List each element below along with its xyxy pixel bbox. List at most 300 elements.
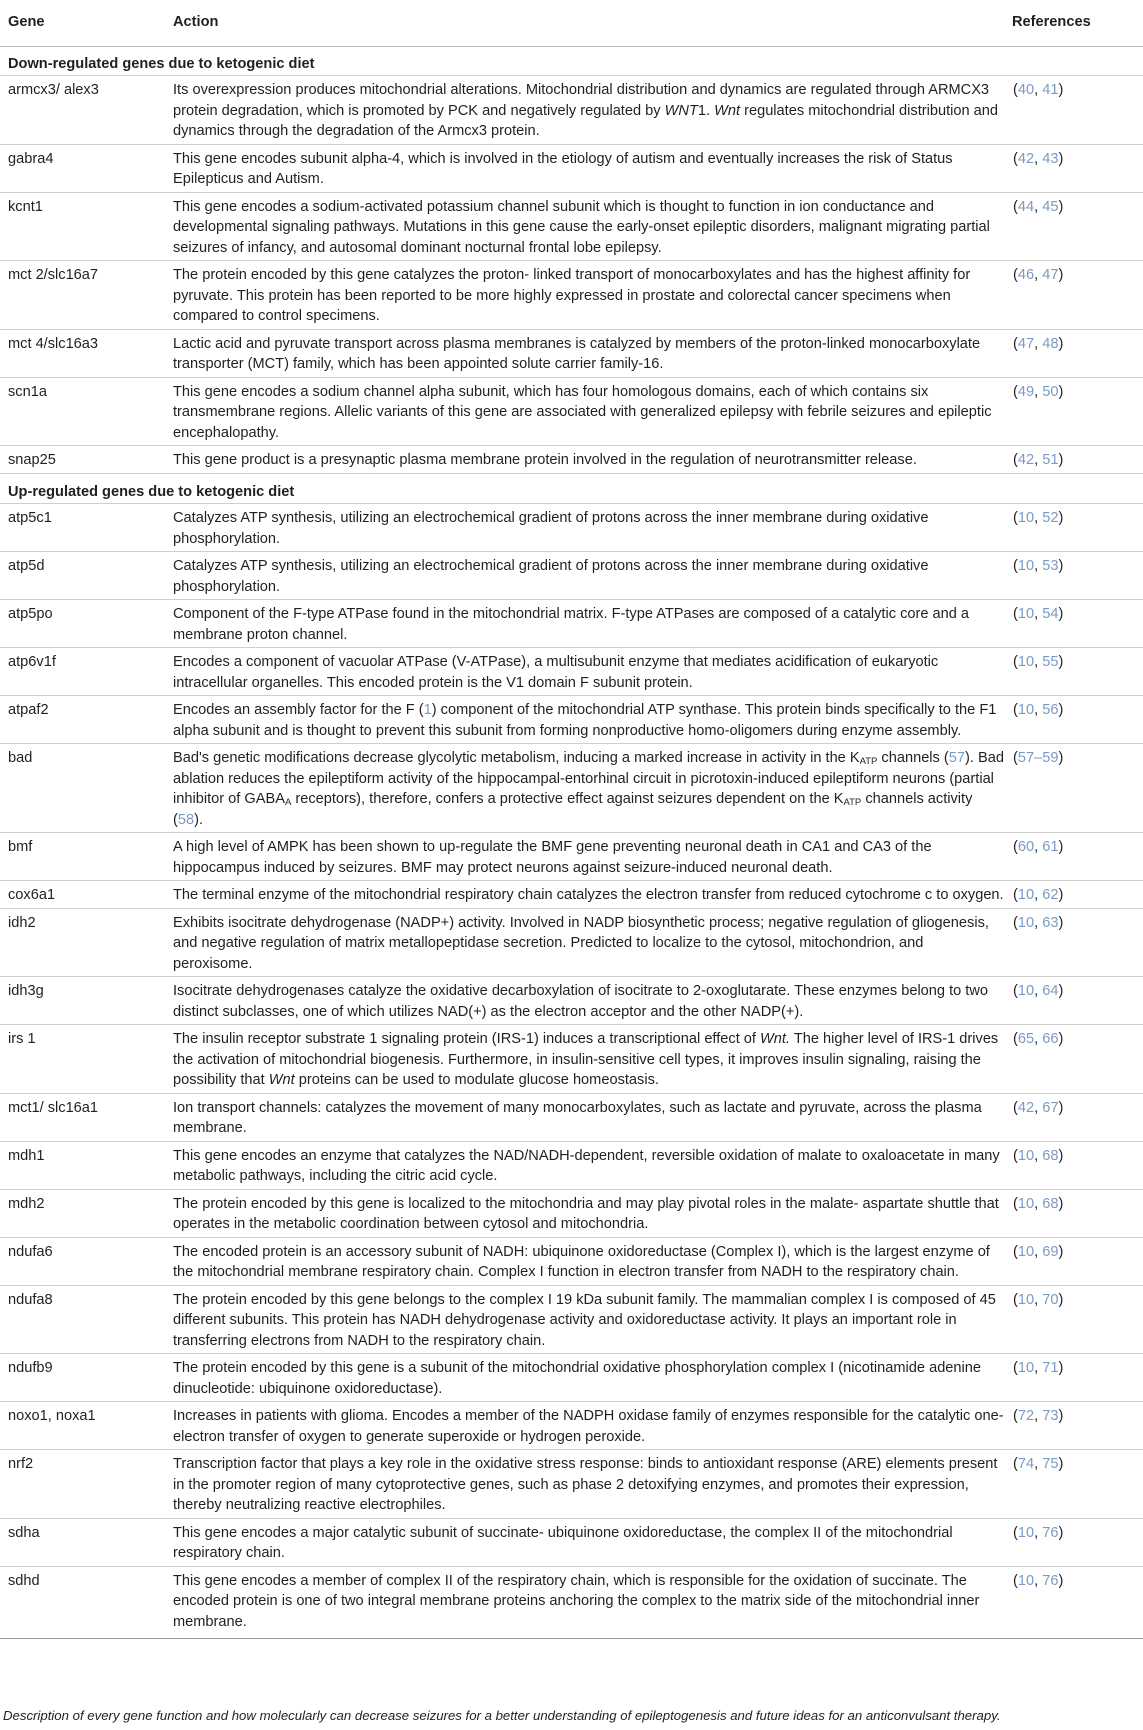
gene-cell: idh2	[0, 908, 173, 977]
table-caption: Description of every gene function and how molecularly can decrease seizures for a better understanding of epileptogenesis and future ideas for an anticonvulsant therapy.	[3, 1708, 1001, 1723]
reference-link[interactable]: 47	[1017, 335, 1035, 352]
reference-link[interactable]: 10	[1017, 654, 1035, 670]
text-run: )	[1058, 606, 1064, 622]
reference-link[interactable]: 10	[1017, 702, 1035, 718]
text-run: Exhibits isocitrate dehydrogenase (NADP+) activity. Involved in NADP biosynthetic process; negative regulation of gliogenesis, and negative regulation of matrix metallopeptidase secretion. Predicted to localize to the cytosol, mitochondrion, and peroxisome.	[173, 914, 989, 972]
text-run: (	[1013, 1291, 1018, 1308]
references-cell	[1004, 1237, 1143, 1285]
references-cell	[1004, 1566, 1143, 1639]
reference-link[interactable]: 51	[1042, 452, 1059, 468]
reference-link[interactable]: 75	[1042, 1456, 1059, 1472]
italic-text: Wnt	[268, 1072, 295, 1088]
table-row	[0, 744, 1143, 833]
reference-link[interactable]: 66	[1042, 1031, 1059, 1047]
action-cell	[173, 977, 1004, 1025]
text-run: (	[1013, 606, 1018, 622]
reference-link[interactable]: 10	[1017, 1291, 1035, 1308]
gene-cell: atpaf2	[0, 696, 173, 744]
table-row	[0, 833, 1143, 881]
text-run: ,	[1034, 558, 1043, 574]
header-action: Action	[173, 5, 1004, 46]
reference-link[interactable]: 71	[1042, 1360, 1059, 1376]
header-references: References	[1004, 5, 1143, 46]
text-run: (	[1013, 1456, 1018, 1472]
text-run: (	[1013, 335, 1018, 352]
reference-link[interactable]: 57–59	[1017, 750, 1059, 766]
text-run: proteins can be used to modulate glucose homeostasis.	[294, 1072, 659, 1088]
text-run: )	[1058, 510, 1064, 526]
text-run: This gene encodes a sodium channel alpha subunit, which has four homologous domains, each of which contains six transmembrane regions. Allelic variants of this gene are associated with generalized epilepsy with febrile seizures and epileptic encephalopathy.	[173, 383, 992, 441]
references-cell	[1004, 1450, 1143, 1519]
table-header	[0, 5, 1143, 46]
references-cell	[1004, 1141, 1143, 1189]
text-run: ,	[1034, 1408, 1043, 1424]
text-run: ,	[1034, 150, 1043, 167]
reference-link[interactable]: 53	[1042, 558, 1059, 574]
gene-cell: ndufa6	[0, 1237, 173, 1285]
text-run: ,	[1034, 606, 1043, 622]
table-row	[0, 192, 1143, 261]
table-row	[0, 881, 1143, 909]
references-cell	[1004, 600, 1143, 648]
gene-cell: atp5d	[0, 552, 173, 600]
text-run: ,	[1034, 1147, 1043, 1164]
text-run: (	[1013, 914, 1018, 931]
text-run: Catalyzes ATP synthesis, utilizing an electrochemical gradient of protons across the inner membrane during oxidative phosphorylation.	[173, 558, 929, 595]
reference-link[interactable]: 73	[1042, 1408, 1059, 1424]
action-cell	[173, 446, 1004, 474]
text-run: )	[1058, 1360, 1064, 1376]
references-cell	[1004, 446, 1143, 474]
reference-link[interactable]: 10	[1017, 914, 1035, 931]
italic-text: Wnt	[714, 102, 741, 119]
text-run: )	[1058, 558, 1064, 574]
text-run: receptors), therefore, confers a protective effect against seizures dependent on the K	[291, 791, 844, 807]
text-run: ,	[1034, 702, 1043, 718]
reference-link[interactable]: 68	[1042, 1195, 1059, 1212]
text-run: ,	[1034, 1360, 1043, 1376]
table-row	[0, 446, 1143, 474]
gene-cell: ndufa8	[0, 1285, 173, 1354]
text-run: )	[1058, 1524, 1064, 1541]
text-run: The protein encoded by this gene belongs to the complex I 19 kDa subunit family. The mammalian complex I is composed of 45 different subunits. This protein has NADH dehydrogenase activity and oxidoreductase activity. It plays an important role in transferring electrons from NADH to the respiratory chain.	[173, 1291, 996, 1349]
text-run: )	[1058, 1408, 1064, 1424]
gene-cell: ndufb9	[0, 1354, 173, 1402]
text-run: A high level of AMPK has been shown to up-regulate the BMF gene preventing neuronal death in CA1 and CA3 of the hippocampus induced by seizures. BMF may protect neurons against seizure-induced neuronal death.	[173, 839, 932, 876]
reference-link[interactable]: 10	[1017, 606, 1035, 622]
text-run: ,	[1034, 1572, 1043, 1589]
gene-cell: mdh2	[0, 1189, 173, 1237]
action-cell	[173, 744, 1004, 833]
action-cell	[173, 1285, 1004, 1354]
text-run: )	[1058, 1099, 1064, 1116]
gene-cell: irs 1	[0, 1025, 173, 1094]
reference-link[interactable]: 40	[1017, 82, 1035, 98]
action-cell	[173, 552, 1004, 600]
gene-cell: mct1/ slc16a1	[0, 1093, 173, 1141]
text-run: (	[1013, 1408, 1018, 1424]
text-run: )	[1058, 1291, 1064, 1308]
text-run: This gene encodes a sodium-activated potassium channel subunit which is thought to function in ion conductance and developmental signaling pathways. Mutations in this gene cause the early-onset epileptic disorders, malignant migrating partial seizures of infancy, and autosomal dominant nocturnal frontal lobe epilepsy.	[173, 198, 990, 256]
gene-cell: atp5po	[0, 600, 173, 648]
text-run: )	[1058, 1147, 1064, 1164]
text-run: channels activity (	[173, 791, 973, 828]
text-run: )	[1058, 654, 1064, 670]
table-row	[0, 1566, 1143, 1639]
references-cell	[1004, 504, 1143, 552]
reference-link[interactable]: 10	[1017, 510, 1035, 526]
reference-link[interactable]: 64	[1042, 983, 1059, 999]
reference-link[interactable]: 42	[1017, 150, 1035, 167]
text-run: )	[1058, 150, 1064, 167]
text-run: ,	[1034, 452, 1043, 468]
reference-link[interactable]: 50	[1042, 383, 1059, 400]
table-row	[0, 329, 1143, 377]
references-cell	[1004, 1402, 1143, 1450]
text-run: ,	[1034, 510, 1043, 526]
action-cell	[173, 696, 1004, 744]
text-run: Encodes a component of vacuolar ATPase (V-ATPase), a multisubunit enzyme that mediates acidification of eukaryotic intracellular organelles. This encoded protein is the V1 domain F subunit protein.	[173, 654, 939, 691]
text-run: (	[1013, 82, 1018, 98]
text-run: The higher level of IRS-1 drives the activation of mitochondrial biogenesis. Furthermore, in insulin-sensitive cell types, it improves insulin signaling, raising the possibility that	[173, 1031, 999, 1088]
text-run: (	[1013, 510, 1018, 526]
text-run: )	[1058, 1031, 1064, 1047]
text-run: Isocitrate dehydrogenases catalyze the oxidative decarboxylation of isocitrate to 2-oxoglutarate. These enzymes belong to two distinct subclasses, one of which utilizes NAD(+) as the electron acceptor and the other NADP(+).	[173, 983, 989, 1020]
text-run: (	[1013, 887, 1018, 903]
table-row	[0, 1518, 1143, 1566]
text-run: ,	[1034, 1456, 1043, 1472]
table-row	[0, 1189, 1143, 1237]
table-row	[0, 1402, 1143, 1450]
references-cell	[1004, 1025, 1143, 1094]
gene-cell: bmf	[0, 833, 173, 881]
reference-link[interactable]: 58	[177, 811, 195, 828]
action-cell	[173, 377, 1004, 446]
text-run: regulates mitochondrial distribution and dynamics through the degradation of the Armcx3 protein.	[173, 102, 999, 139]
gene-cell: kcnt1	[0, 192, 173, 261]
table-row	[0, 377, 1143, 446]
section-row	[0, 46, 1143, 76]
section-row	[0, 473, 1143, 504]
reference-link[interactable]: 10	[1017, 1524, 1035, 1541]
text-run: )	[1058, 452, 1064, 468]
text-run: ,	[1034, 983, 1043, 999]
table-row	[0, 552, 1143, 600]
text-run: Encodes an assembly factor for the F (	[173, 702, 424, 718]
gene-cell: bad	[0, 744, 173, 833]
text-run: (	[1013, 1360, 1018, 1376]
section-title: Down-regulated genes due to ketogenic diet	[8, 55, 315, 72]
references-cell	[1004, 881, 1143, 909]
text-run: (	[1013, 654, 1018, 670]
reference-link[interactable]: 57	[948, 750, 965, 766]
reference-link[interactable]: 76	[1042, 1524, 1059, 1541]
reference-link[interactable]: 72	[1017, 1408, 1035, 1424]
action-cell	[173, 1025, 1004, 1094]
text-run: ,	[1034, 839, 1043, 855]
gene-cell: cox6a1	[0, 881, 173, 909]
text-run: Lactic acid and pyruvate transport across plasma membranes is catalyzed by members of the proton-linked monocarboxylate transporter (MCT) family, which has been appointed solute carrier family-16.	[173, 335, 981, 372]
text-run: Bad's genetic modifications decrease glycolytic metabolism, inducing a marked increase in activity in the K	[173, 750, 860, 766]
text-run: (	[1013, 558, 1018, 574]
table-row	[0, 1025, 1143, 1094]
text-run: ) component of the mitochondrial ATP synthase. This protein binds specifically to the F1 alpha subunit and is thought to prevent this subunit from forming nonproductive homo-oligomers during enzyme assembly.	[173, 702, 997, 739]
text-run: Increases in patients with glioma. Encodes a member of the NADPH oxidase family of enzymes responsible for the catalytic one-electron transfer of oxygen to generate superoxide or hydrogen peroxide.	[173, 1408, 1004, 1445]
text-run: This gene encodes an enzyme that catalyzes the NAD/NADH-dependent, reversible oxidation of malate to oxaloacetate in many metabolic pathways, including the citric acid cycle.	[173, 1147, 1000, 1184]
text-run: ,	[1034, 1243, 1043, 1260]
text-run: )	[1058, 1243, 1064, 1260]
text-run: The terminal enzyme of the mitochondrial respiratory chain catalyzes the electron transfer from reduced cytochrome c to oxygen.	[173, 887, 1004, 903]
header-row	[0, 5, 1143, 46]
action-cell	[173, 261, 1004, 330]
references-cell	[1004, 192, 1143, 261]
text-run: (	[1013, 839, 1018, 855]
references-cell	[1004, 696, 1143, 744]
reference-link[interactable]: 61	[1042, 839, 1059, 855]
text-run: )	[1058, 1195, 1064, 1212]
reference-link[interactable]: 10	[1017, 1147, 1035, 1164]
text-run: )	[1058, 750, 1064, 766]
table-row	[0, 600, 1143, 648]
gene-cell: atp6v1f	[0, 648, 173, 696]
subscript-text: A	[284, 797, 292, 808]
gene-cell: snap25	[0, 446, 173, 474]
gene-cell: armcx3/ alex3	[0, 76, 173, 145]
references-cell	[1004, 144, 1143, 192]
text-run: (	[1013, 1243, 1018, 1260]
text-run: This gene product is a presynaptic plasma membrane protein involved in the regulation of neurotransmitter release.	[173, 452, 917, 468]
table-row	[0, 1285, 1143, 1354]
text-run: (	[1013, 383, 1018, 400]
action-cell	[173, 1093, 1004, 1141]
text-run: )	[1058, 702, 1064, 718]
reference-link[interactable]: 10	[1017, 1243, 1035, 1260]
text-run: (	[1013, 1031, 1018, 1047]
action-cell	[173, 648, 1004, 696]
text-run: ,	[1034, 82, 1043, 98]
reference-link[interactable]: 10	[1017, 558, 1035, 574]
text-run: The insulin receptor substrate 1 signaling protein (IRS-1) induces a transcriptional effect of	[173, 1031, 761, 1047]
text-run: Component of the F-type ATPase found in the mitochondrial matrix. F-type ATPases are composed of a catalytic core and a membrane proton channel.	[173, 606, 970, 643]
reference-link[interactable]: 49	[1017, 383, 1035, 400]
text-run: ,	[1034, 887, 1043, 903]
table-row	[0, 1237, 1143, 1285]
reference-link[interactable]: 67	[1042, 1099, 1059, 1116]
text-run: (	[1013, 750, 1018, 766]
text-run: )	[1058, 1572, 1064, 1589]
text-run: ,	[1034, 383, 1043, 400]
text-run: Ion transport channels: catalyzes the movement of many monocarboxylates, such as lactate and pyruvate, across the plasma membrane.	[173, 1099, 982, 1136]
table-row	[0, 1450, 1143, 1519]
references-cell	[1004, 1285, 1143, 1354]
text-run: (	[1013, 1147, 1018, 1164]
reference-link[interactable]: 52	[1042, 510, 1059, 526]
text-run: )	[1058, 1456, 1064, 1472]
text-run: (	[1013, 267, 1018, 283]
text-run: )	[1058, 335, 1064, 352]
action-cell	[173, 1354, 1004, 1402]
references-cell	[1004, 908, 1143, 977]
text-run: )	[1058, 82, 1064, 98]
gene-cell: mct 4/slc16a3	[0, 329, 173, 377]
reference-link[interactable]: 10	[1017, 1195, 1035, 1212]
text-run: (	[1013, 150, 1018, 167]
text-run: Its overexpression produces mitochondrial alterations. Mitochondrial distribution and dynamics are regulated through ARMCX3 protein degradation, which is promoted by PCK and negatively regulated by	[173, 82, 990, 119]
action-cell	[173, 329, 1004, 377]
text-run: (	[1013, 702, 1018, 718]
gene-cell: sdha	[0, 1518, 173, 1566]
table-row	[0, 1093, 1143, 1141]
references-cell	[1004, 1189, 1143, 1237]
reference-link[interactable]: 46	[1017, 267, 1035, 283]
reference-link[interactable]: 70	[1042, 1291, 1059, 1308]
text-run: )	[1058, 839, 1064, 855]
text-run: ,	[1034, 335, 1043, 352]
gene-cell: gabra4	[0, 144, 173, 192]
text-run: channels (	[877, 750, 949, 766]
table-row	[0, 144, 1143, 192]
text-run: The encoded protein is an accessory subunit of NADH: ubiquinone oxidoreductase (Complex I), which is the largest enzyme of the mitochondrial membrane respiratory chain. Complex I function in electron transfer from NADH to the respiratory chain.	[173, 1243, 990, 1280]
gene-cell: nrf2	[0, 1450, 173, 1519]
reference-link[interactable]: 42	[1017, 452, 1035, 468]
reference-link[interactable]: 41	[1042, 82, 1059, 98]
text-run: This gene encodes subunit alpha-4, which is involved in the etiology of autism and eventually increases the risk of Status Epilepticus and Autism.	[173, 150, 953, 187]
text-run: This gene encodes a member of complex II of the respiratory chain, which is responsible for the oxidation of succinate. The encoded protein is one of two integral membrane proteins anchoring the complex to the matrix side of the mitochondrial inner membrane.	[173, 1572, 980, 1630]
reference-link[interactable]: 62	[1042, 887, 1059, 903]
text-run: ,	[1034, 1291, 1043, 1308]
reference-link[interactable]: 76	[1042, 1572, 1059, 1589]
text-run: )	[1058, 198, 1064, 215]
reference-link[interactable]: 54	[1042, 606, 1059, 622]
reference-link[interactable]: 42	[1017, 1099, 1035, 1116]
reference-link[interactable]: 10	[1017, 1360, 1035, 1376]
references-cell	[1004, 833, 1143, 881]
references-cell	[1004, 1093, 1143, 1141]
reference-link[interactable]: 43	[1042, 150, 1059, 167]
reference-link[interactable]: 74	[1017, 1456, 1035, 1472]
gene-cell: mct 2/slc16a7	[0, 261, 173, 330]
reference-link[interactable]: 56	[1042, 702, 1059, 718]
text-run: (	[1013, 198, 1018, 215]
reference-link[interactable]: 47	[1042, 267, 1059, 283]
text-run: ,	[1034, 198, 1043, 215]
text-run: (	[1013, 1195, 1018, 1212]
text-run: (	[1013, 983, 1018, 999]
action-cell	[173, 600, 1004, 648]
table-row	[0, 908, 1143, 977]
section-title: Up-regulated genes due to ketogenic diet	[0, 473, 1143, 504]
references-cell	[1004, 552, 1143, 600]
references-cell	[1004, 977, 1143, 1025]
text-run: (	[1013, 452, 1018, 468]
table-row	[0, 76, 1143, 145]
text-run: ,	[1034, 654, 1043, 670]
text-run: )	[1058, 887, 1064, 903]
table-row	[0, 261, 1143, 330]
action-cell	[173, 908, 1004, 977]
table-row	[0, 696, 1143, 744]
action-cell	[173, 833, 1004, 881]
gene-cell: idh3g	[0, 977, 173, 1025]
reference-link[interactable]: 63	[1042, 914, 1059, 931]
gene-cell: sdhd	[0, 1566, 173, 1639]
text-run: The protein encoded by this gene is a subunit of the mitochondrial oxidative phosphorylation complex I (nicotinamide adenine dinucleotide: ubiquinone oxidoreductase).	[173, 1360, 982, 1397]
table-row	[0, 504, 1143, 552]
reference-link[interactable]: 48	[1042, 335, 1059, 352]
reference-link[interactable]: 1	[423, 702, 432, 718]
reference-link[interactable]: 55	[1042, 654, 1059, 670]
text-run: (	[1013, 1524, 1018, 1541]
action-cell	[173, 1237, 1004, 1285]
action-cell	[173, 192, 1004, 261]
text-run: This gene encodes a major catalytic subunit of succinate- ubiquinone oxidoreductase, the complex II of the mitochondrial respiratory chain.	[173, 1524, 953, 1561]
header-gene: Gene	[0, 5, 173, 46]
table-body	[0, 46, 1143, 1639]
gene-cell: atp5c1	[0, 504, 173, 552]
text-run: The protein encoded by this gene is localized to the mitochondria and may play pivotal roles in the malate- aspartate shuttle that operates in the metabolic coordination between cytosol and mitochondria.	[173, 1195, 999, 1232]
action-cell	[173, 76, 1004, 145]
table-row	[0, 1141, 1143, 1189]
text-run: 1.	[697, 102, 715, 119]
references-cell	[1004, 1518, 1143, 1566]
text-run: )	[1058, 983, 1064, 999]
table-row	[0, 977, 1143, 1025]
gene-cell: mdh1	[0, 1141, 173, 1189]
text-run: )	[1058, 267, 1064, 283]
references-cell	[1004, 648, 1143, 696]
action-cell	[173, 1518, 1004, 1566]
references-cell	[1004, 1354, 1143, 1402]
reference-link[interactable]: 68	[1042, 1147, 1059, 1164]
text-run: Catalyzes ATP synthesis, utilizing an electrochemical gradient of protons across the inner membrane during oxidative phosphorylation.	[173, 510, 929, 547]
text-run: ,	[1034, 267, 1043, 283]
references-cell	[1004, 261, 1143, 330]
gene-cell: noxo1, noxa1	[0, 1402, 173, 1450]
references-cell	[1004, 329, 1143, 377]
action-cell	[173, 504, 1004, 552]
text-run: )	[1058, 383, 1064, 400]
reference-link[interactable]: 10	[1017, 1572, 1035, 1589]
reference-link[interactable]: 65	[1017, 1031, 1035, 1047]
text-run: Transcription factor that plays a key role in the oxidative stress response: binds to antioxidant response (ARE) elements present in the promoter region of many cytoprotective genes, such as phase 2 detoxifying enzymes, and promotes their expression, thereby neutralizing reactive electrophiles.	[173, 1456, 998, 1513]
table-row	[0, 1354, 1143, 1402]
italic-text: Wnt.	[760, 1031, 791, 1047]
references-cell	[1004, 76, 1143, 145]
italic-text: WNT	[664, 102, 698, 119]
table-row	[0, 648, 1143, 696]
reference-link[interactable]: 69	[1042, 1243, 1059, 1260]
action-cell	[173, 1189, 1004, 1237]
reference-link[interactable]: 10	[1017, 887, 1035, 903]
reference-link[interactable]: 45	[1042, 198, 1059, 215]
reference-link[interactable]: 60	[1017, 839, 1035, 855]
text-run: ).	[194, 811, 204, 828]
action-cell	[173, 1402, 1004, 1450]
text-run: ). Bad ablation reduces the epileptiform activity of the hippocampal-entorhinal circuit in picrotoxin-induced epileptiform neurons (partial inhibitor of GABA	[173, 750, 1004, 807]
gene-function-table	[0, 5, 1143, 1639]
text-run: ,	[1034, 914, 1043, 931]
action-cell	[173, 144, 1004, 192]
references-cell	[1004, 377, 1143, 446]
gene-cell: scn1a	[0, 377, 173, 446]
action-cell	[173, 1450, 1004, 1519]
text-run: The protein encoded by this gene catalyzes the proton- linked transport of monocarboxylates and has the highest affinity for pyruvate. This protein has been reported to be more highly expressed in prostate and colorectal cancer specimens when compared to control specimens.	[173, 267, 971, 324]
reference-link[interactable]: 44	[1017, 198, 1035, 215]
reference-link[interactable]: 10	[1017, 983, 1035, 999]
action-cell	[173, 1141, 1004, 1189]
subscript-text: ATP	[843, 797, 862, 808]
text-run: (	[1013, 1099, 1018, 1116]
